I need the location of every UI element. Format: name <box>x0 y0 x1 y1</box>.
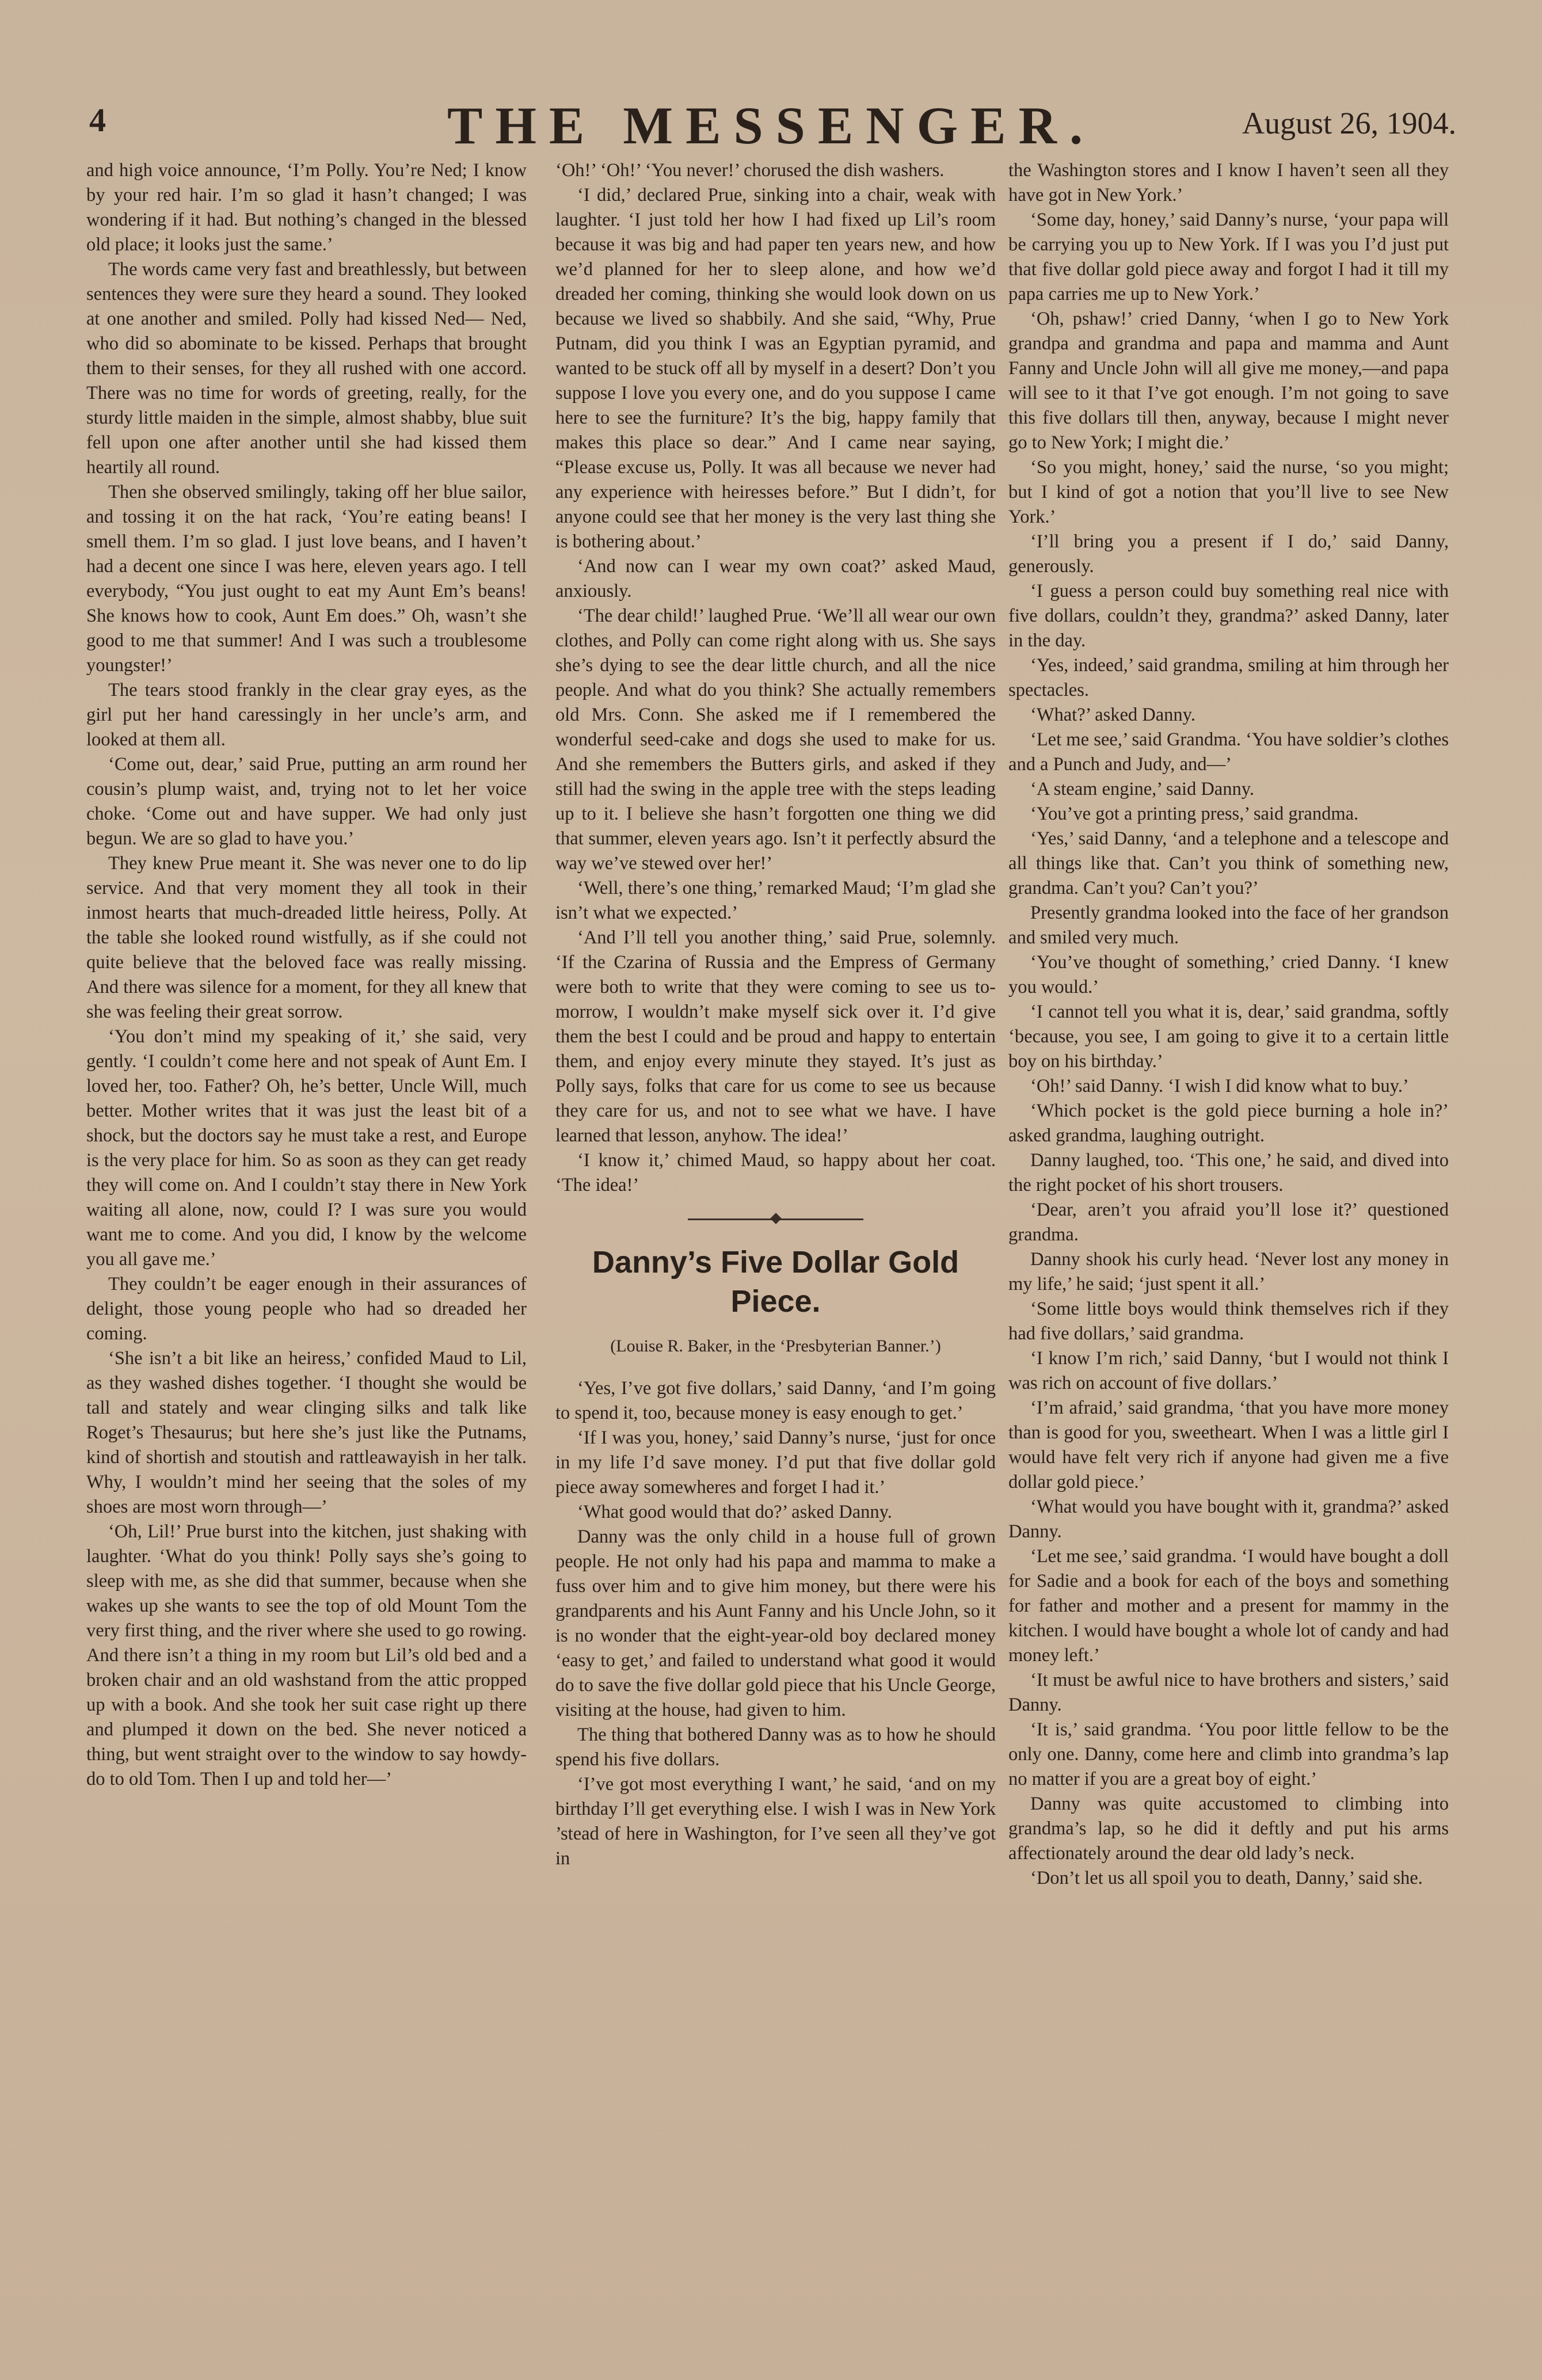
paragraph: ‘A steam engine,’ said Danny. <box>1030 779 1254 799</box>
paragraph: ‘I’m afraid,’ said grandma, ‘that you have more money than is good for you, sweetheart. When I was a little girl I would have felt very rich if anyone had given me a five dollar gold piece.’ <box>1008 1397 1449 1492</box>
paragraph: ‘You’ve got a printing press,’ said grandma. <box>1030 804 1359 824</box>
paragraph: They knew Prue meant it. She was never one to do lip service. And that very moment they all took in their inmost hearts that much-dreaded little heiress, Polly. At the table she looked round wistfully, as if she could not quite believe that the beloved face was really missing. And there was silence for a moment, for they all knew that she was feeling their great sorrow. <box>86 853 527 1022</box>
paragraph: ‘What would you have bought with it, grandma?’ asked Danny. <box>1008 1496 1449 1542</box>
story-title: Danny’s Five Dollar Gold Piece. <box>592 1245 960 1319</box>
paragraph: ‘I did,’ declared Prue, sinking into a chair, weak with laughter. ‘I just told her how I had fixed up Lil’s room because it was big and had paper ten years new, and how we’d planned for her to sleep alone, and how we’d dreaded her coming, thinking she would look down on us because we lived so shabbily. And she said, “Why, Prue Putnam, did you think I was an Egyptian pyramid, and wanted to be stuck off all by myself in a desert? Don’t you suppose I love you every one, and do you suppose I came here to see the furniture? It’s the big, happy family that makes this place so dear.” And I came near saying, “Please excuse us, Polly. It was all because we never had any experience with heiresses before.” But I didn’t, for anyone could see that her money is the very last thing she is bothering about.’ <box>555 185 996 552</box>
paragraph: ‘Oh, Lil!’ Prue burst into the kitchen, just shaking with laughter. ‘What do you think! Polly says she’s going to sleep with me, as she did that summer, because when she wakes up she wants to see the top of old Mount Tom the very first thing, and the river where she used to go rowing. And there isn’t a thing in my room but Lil’s old bed and a broken chair and an old washstand from the attic propped up with a book. And she took her suit case right up there and plumped it down on the bed. She never noticed a thing, but went straight over to the window to say howdy-do to old Tom. Then I up and told her—’ <box>86 1521 527 1789</box>
paragraph: ‘Yes, indeed,’ said grandma, smiling at him through her spectacles. <box>1008 655 1449 700</box>
paragraph: the Washington stores and I know I haven’t seen all they have got in New York.’ <box>1008 160 1449 205</box>
paragraph: ‘I know I’m rich,’ said Danny, ‘but I would not think I was rich on account of five dollars.’ <box>1008 1348 1449 1393</box>
paragraph: ‘If I was you, honey,’ said Danny’s nurse, ‘just for once in my life I’d save money. I’d put that five dollar gold piece away somewheres and forget I had it.’ <box>555 1427 996 1498</box>
section-divider <box>555 1210 996 1228</box>
paragraph: ‘Let me see,’ said grandma. ‘I would have bought a doll for Sadie and a book for each of the boys and something for father and mother and a present for mammy in the kitchen. I would have bought a whole lot of candy and had money left.’ <box>1008 1546 1449 1666</box>
paragraph: ‘Yes,’ said Danny, ‘and a telephone and a telescope and all things like that. Can’t you think of something new, grandma. Can’t you? Can’t you?’ <box>1008 828 1449 898</box>
paragraph: Danny was the only child in a house full of grown people. He not only had his papa and mamma to make a fuss over him and to give him money, but there were his grandparents and his Aunt Fanny and his Uncle John, so it is no wonder that the eight-year-old boy declared money ‘easy to get,’ and failed to understand what good it would do to save the five dollar gold piece that his Uncle George, visiting at the house, had given to him. <box>555 1526 996 1720</box>
paragraph: ‘I know it,’ chimed Maud, so happy about her coat. ‘The idea!’ <box>555 1150 996 1195</box>
paragraph: ‘Oh, pshaw!’ cried Danny, ‘when I go to New York grandpa and grandma and papa and mamma and Aunt Fanny and Uncle John will all give me money,—and papa will see to it that I’ve got enough. I’m not going to save this five dollars till then, anyway, because I might never go to New York; I might die.’ <box>1008 309 1449 453</box>
page-header <box>86 95 1456 164</box>
paragraph: ‘Some day, honey,’ said Danny’s nurse, ‘your papa will be carrying you up to New York. If I was you I’d just put that five dollar gold piece away and forgot I had it till my papa carries me up to New York.’ <box>1008 210 1449 304</box>
paragraph: The words came very fast and breathlessly, but between sentences they were sure they heard a sound. They looked at one another and smiled. Polly had kissed Ned— Ned, who did so abominate to be kissed. Perhaps that brought them to their senses, for they all rushed with one accord. There was no time for words of greeting, really, for the sturdy little maiden in the simple, almost shabby, blue suit fell upon one after another until she had kissed them heartily all round. <box>86 259 527 478</box>
paragraph: ‘Yes, I’ve got five dollars,’ said Danny, ‘and I’m going to spend it, too, because money is easy enough to get.’ <box>555 1378 996 1423</box>
paragraph: The tears stood frankly in the clear gray eyes, as the girl put her hand caressingly in her uncle’s arm, and looked at them all. <box>86 680 527 750</box>
paragraph: ‘You don’t mind my speaking of it,’ she said, very gently. ‘I couldn’t come here and not speak of Aunt Em. I loved her, too. Father? Oh, he’s better, Uncle Will, much better. Mother writes that it was just the least bit of a shock, but the doctors say he must take a rest, and Europe is the very place for him. So as soon as they can get ready they will come on. And I couldn’t stay there in New York waiting all alone, now, could I? I was sure you would want me to come. And you did, I know by the welcome you all gave me.’ <box>86 1026 527 1270</box>
paragraph: ‘What good would that do?’ asked Danny. <box>577 1502 892 1522</box>
page-number: 4 <box>89 101 106 139</box>
paragraph: ‘Oh!’ said Danny. ‘I wish I did know what to buy.’ <box>1030 1076 1409 1096</box>
masthead-title: THE MESSENGER. <box>447 96 1095 155</box>
paragraph: ‘Oh!’ ‘Oh!’ ‘You never!’ chorused the dish washers. <box>555 160 945 181</box>
paragraph: ‘So you might, honey,’ said the nurse, ‘so you might; but I kind of got a notion that you’ll live to see New York.’ <box>1008 457 1449 527</box>
paragraph: ‘She isn’t a bit like an heiress,’ confided Maud to Lil, as they washed dishes together. ‘I thought she would be tall and stately and wear clinging silks and talk like Roget’s Thesaurus; but here she’s just like the Putnams, kind of shortish and stoutish and rattleawayish in her talk. Why, I wouldn’t mind her seeing that the soles of my shoes are most worn through—’ <box>86 1348 527 1517</box>
paragraph: ‘And now can I wear my own coat?’ asked Maud, anxiously. <box>555 556 996 601</box>
story-byline: (Louise R. Baker, in the ‘Presbyterian Banner.’) <box>610 1336 941 1355</box>
paragraph: ‘I’ll bring you a present if I do,’ said Danny, generously. <box>1008 531 1449 577</box>
paragraph: ‘What?’ asked Danny. <box>1030 705 1195 725</box>
paragraph: Danny was quite accustomed to climbing into grandma’s lap, so he did it deftly and put his arms affectionately around the dear old lady’s neck. <box>1008 1793 1449 1864</box>
paragraph: ‘It is,’ said grandma. ‘You poor little fellow to be the only one. Danny, come here and climb into grandma’s lap no matter if you are a great boy of eight.’ <box>1008 1719 1449 1789</box>
divider-ornament <box>770 1213 782 1224</box>
column-middle <box>555 158 996 1871</box>
paragraph: The thing that bothered Danny was as to how he should spend his five dollars. <box>555 1724 996 1770</box>
paragraph: ‘It must be awful nice to have brothers and sisters,’ said Danny. <box>1008 1670 1449 1715</box>
paragraph: ‘I’ve got most everything I want,’ he said, ‘and on my birthday I’ll get everything else. I wish I was in New York ’stead of here in Washington, for I’ve seen all they’ve got in <box>555 1774 996 1869</box>
paragraph: ‘Dear, aren’t you afraid you’ll lose it?’ questioned grandma. <box>1008 1199 1449 1245</box>
paragraph: ‘Which pocket is the gold piece burning a hole in?’ asked grandma, laughing outright. <box>1008 1100 1449 1146</box>
paragraph: ‘The dear child!’ laughed Prue. ‘We’ll all wear our own clothes, and Polly can come right along with us. She says she’s dying to see the dear little church, and all the nice people. And what do you think? She actually remembers old Mrs. Conn. She asked me if I remembered the wonderful seed-cake and dogs she used to make for us. And she remembers the Butters girls, and asked if they still had the swing in the apple tree with the steps leading up to it. I believe she hasn’t forgotten one thing we did that summer, eleven years ago. Isn’t it perfectly absurd the way we’ve stewed over her!’ <box>555 606 996 874</box>
paragraph: and high voice announce, ‘I’m Polly. You’re Ned; I know by your red hair. I’m so glad it hasn’t changed; I was wondering if it had. But nothing’s changed in the blessed old place; it looks just the same.’ <box>86 160 527 255</box>
paragraph: ‘Well, there’s one thing,’ remarked Maud; ‘I’m glad she isn’t what we expected.’ <box>555 878 996 923</box>
paragraph: Danny shook his curly head. ‘Never lost any money in my life,’ he said; ‘just spent it all.’ <box>1008 1249 1449 1294</box>
paragraph: Danny laughed, too. ‘This one,’ he said, and dived into the right pocket of his short trousers. <box>1008 1150 1449 1195</box>
paragraph: They couldn’t be eager enough in their assurances of delight, those young people who had so dreaded her coming. <box>86 1274 527 1344</box>
paragraph: ‘Come out, dear,’ said Prue, putting an arm round her cousin’s plump waist, and, trying not to let her voice choke. ‘Come out and have supper. We had only just begun. We are so glad to have you.’ <box>86 754 527 849</box>
issue-date: August 26, 1904. <box>1242 106 1456 140</box>
paragraph: ‘I guess a person could buy something real nice with five dollars, couldn’t they, grandma?’ asked Danny, later in the day. <box>1008 581 1449 651</box>
column-right <box>1008 158 1449 1891</box>
paragraph: ‘Some little boys would think themselves rich if they had five dollars,’ said grandma. <box>1008 1298 1449 1344</box>
paragraph: ‘Let me see,’ said Grandma. ‘You have soldier’s clothes and a Punch and Judy, and—’ <box>1008 729 1449 775</box>
paragraph: Then she observed smilingly, taking off her blue sailor, and tossing it on the hat rack, ‘You’re eating beans! I smell them. I’m so glad. I just love beans, and I haven’t had a decent one since I was here, eleven years ago. I tell everybody, “You just ought to eat my Aunt Em’s beans! She knows how to cook, Aunt Em does.” Oh, wasn’t she good to me that summer! And I was such a troublesome youngster!’ <box>86 482 527 676</box>
paragraph: ‘I cannot tell you what it is, dear,’ said grandma, softly ‘because, you see, I am going to give it to a certain little boy on his birthday.’ <box>1008 1001 1449 1072</box>
paragraph: Presently grandma looked into the face of her grandson and smiled very much. <box>1008 903 1449 948</box>
paragraph: ‘You’ve thought of something,’ cried Danny. ‘I knew you would.’ <box>1008 952 1449 997</box>
paragraph: ‘And I’ll tell you another thing,’ said Prue, solemnly. ‘If the Czarina of Russia and the Empress of Germany were both to write that they were coming to see us to-morrow, I wouldn’t make myself sick over it. I’d give them the best I could and be proud and happy to entertain them, and enjoy every minute they stayed. It’s just as Polly says, folks that care for us come to see us because they care for us, and not to see what we have. I have learned that lesson, anyhow. The idea!’ <box>555 927 996 1146</box>
paragraph: ‘Don’t let us all spoil you to death, Danny,’ said she. <box>1030 1868 1423 1888</box>
column-left <box>86 158 527 1792</box>
